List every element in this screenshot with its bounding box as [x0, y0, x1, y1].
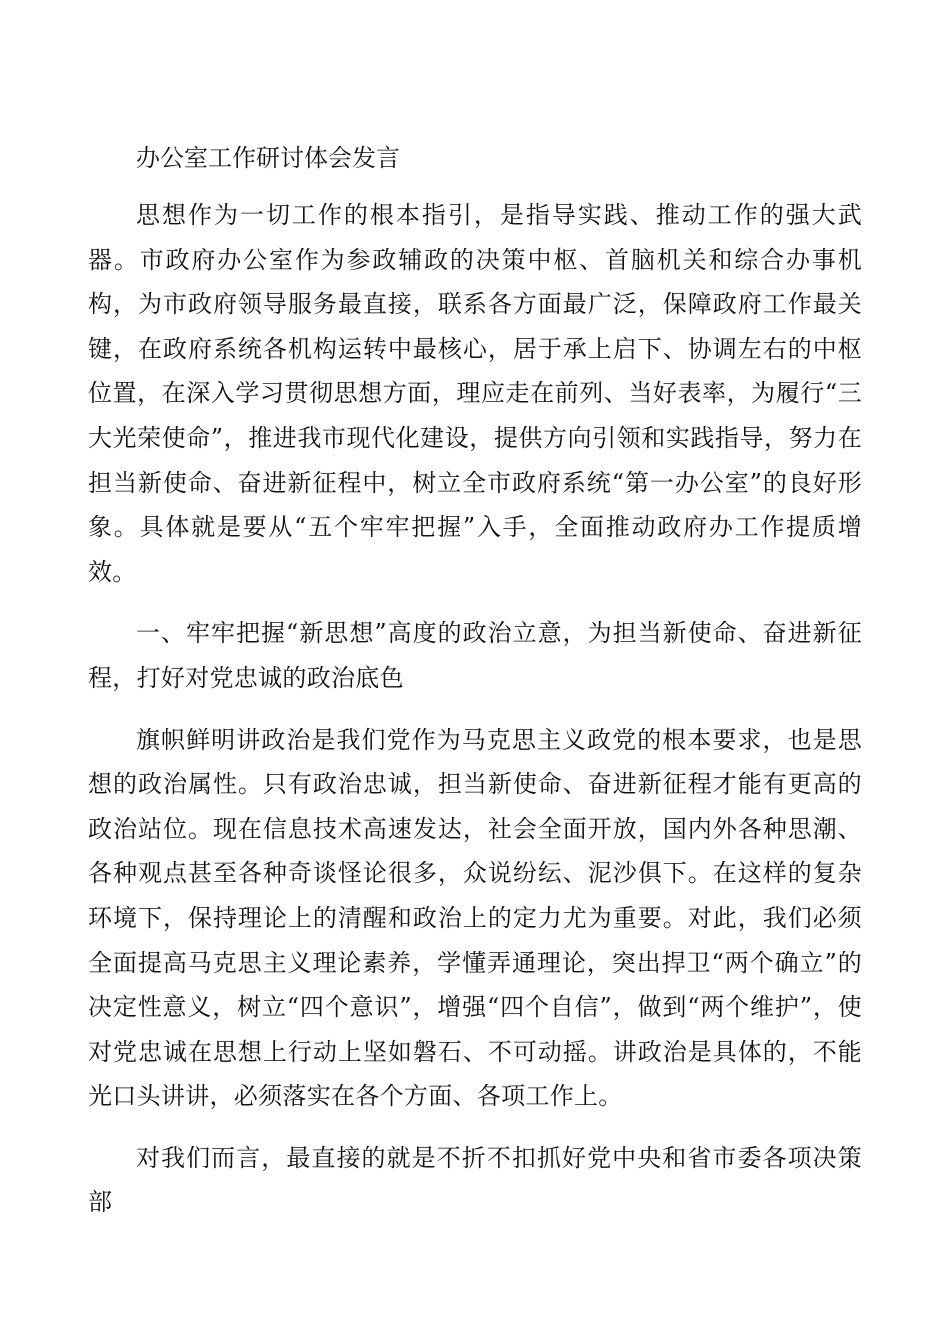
body-paragraph-continued: 对我们而言，最直接的就是不折不扣抓好党中央和省市委各项决策部 [88, 1143, 862, 1217]
section-heading-1: 一、牢牢把握“新思想”高度的政治立意，为担当新使命、奋进新征程，打好对党忠诚的政治底色 [88, 619, 862, 692]
body-paragraph: 旗帜鲜明讲政治是我们党作为马克思主义政党的根本要求，也是思想的政治属性。只有政治忠诚，担当新使命、奋进新征程才能有更高的政治站位。现在信息技术高速发达，社会全面开放，国内外各种思潮、各种观点甚至各种奇谈怪论很多，众说纷纭、泥沙俱下。在这样的复杂环境下，保持理论上的清醒和政治上的定力尤为重要。对此，我们必须全面提高马克思主义理论素养，学懂弄通理论，突出捍卫“两个确立”的决定性意义，树立“四个意识”，增强“四个自信”，做到“两个维护”，使对党忠诚在思想上行动上坚如磐石、不可动摇。讲政治是具体的，不能光口头讲讲，必须落实在各个方面、各项工作上。 [88, 725, 862, 1111]
intro-paragraph: 思想作为一切工作的根本指引，是指导实践、推动工作的强大武器。市政府办公室作为参政辅政的决策中枢、首脑机关和综合办事机构，为市政府领导服务最直接，联系各方面最广泛，保障政府工作最关键，在政府系统各机构运转中最核心，居于承上启下、协调左右的中枢位置，在深入学习贯彻思想方面，理应走在前列、当好表率，为履行“三大光荣使命”，推进我市现代化建设，提供方向引领和实践指导，努力在担当新使命、奋进新征程中，树立全市政府系统“第一办公室”的良好形象。具体就是要从“五个牢牢把握”入手，全面推动政府办工作提质增效。 [88, 201, 862, 586]
document-page [88, 140, 862, 1242]
document-title: 办公室工作研讨体会发言 [136, 144, 400, 172]
